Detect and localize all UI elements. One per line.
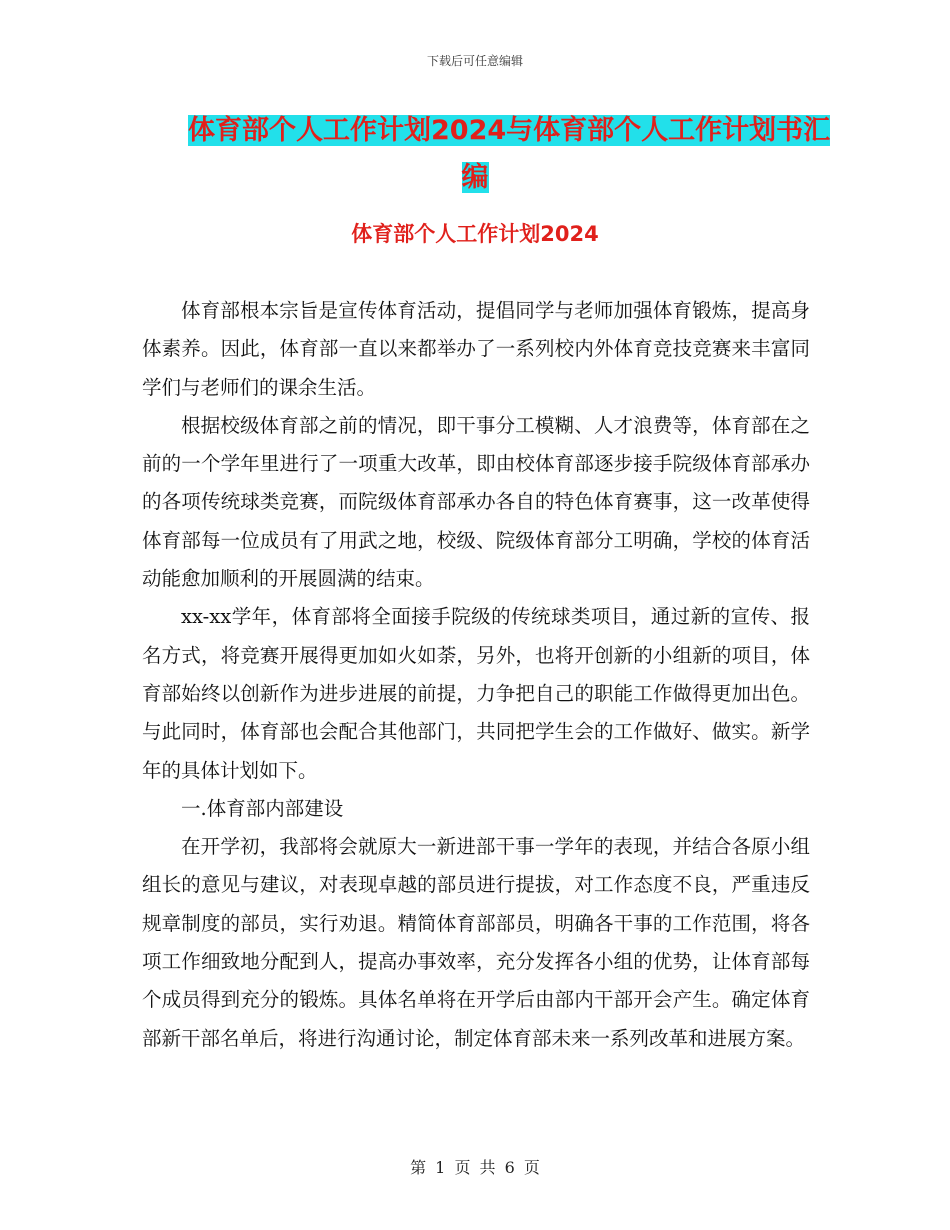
- section-heading: 一.体育部内部建设: [181, 796, 344, 820]
- page-footer: 第 1 页 共 6 页: [410, 1158, 540, 1177]
- title-line-1-text: 体育部个人工作计划2024与体育部个人工作计划书汇: [188, 115, 831, 146]
- paragraph: 体育部根本宗旨是宣传体育活动，提倡同学与老师加强体育锻炼，提高身体素养。因此，体育部一直以来都举办了一系列校内外体育竞技竞赛来丰富同学们与老师们的课余生活。: [142, 299, 810, 399]
- section-title: 体育部个人工作计划2024: [351, 222, 599, 246]
- paragraph: 根据校级体育部之前的情况，即干事分工模糊、人才浪费等，体育部在之前的一个学年里进行了一项重大改革，即由校体育部逐步接手院级体育部承办的各项传统球类竞赛，而院级体育部承办各自的特色体育赛事，这一改革使得体育部每一位成员有了用武之地，校级、院级体育部分工明确，学校的体育活动能愈加顺利的开展圆满的结束。: [142, 413, 810, 591]
- paragraph: 在开学初，我部将会就原大一新进部干事一学年的表现，并结合各原小组组长的意见与建议，对表现卓越的部员进行提拔，对工作态度不良，严重违反规章制度的部员，实行劝退。精简体育部部员，明确各干事的工作范围，将各项工作细致地分配到人，提高办事效率，充分发挥各小组的优势，让体育部每个成员得到充分的锻炼。具体名单将在开学后由部内干部开会产生。确定体育部新干部名单后，将进行沟通讨论，制定体育部未来一系列改革和进展方案。: [142, 835, 810, 1050]
- paragraph: xx-xx学年，体育部将全面接手院级的传统球类项目，通过新的宣传、报名方式，将竞赛开展得更加如火如荼，另外，也将开创新的小组新的项目，体育部始终以创新作为进步进展的前提，力争把自己的职能工作做得更加出色。与此同时，体育部也会配合其他部门，共同把学生会的工作做好、做实。新学年的具体计划如下。: [142, 605, 810, 782]
- body-text: [142, 292, 810, 1058]
- title-line-1: [140, 112, 831, 150]
- title-line-2-text: 编: [461, 162, 489, 193]
- header-note: 下载后可任意编辑: [426, 54, 523, 68]
- title-line-2: [140, 159, 810, 197]
- document-title: [140, 112, 831, 197]
